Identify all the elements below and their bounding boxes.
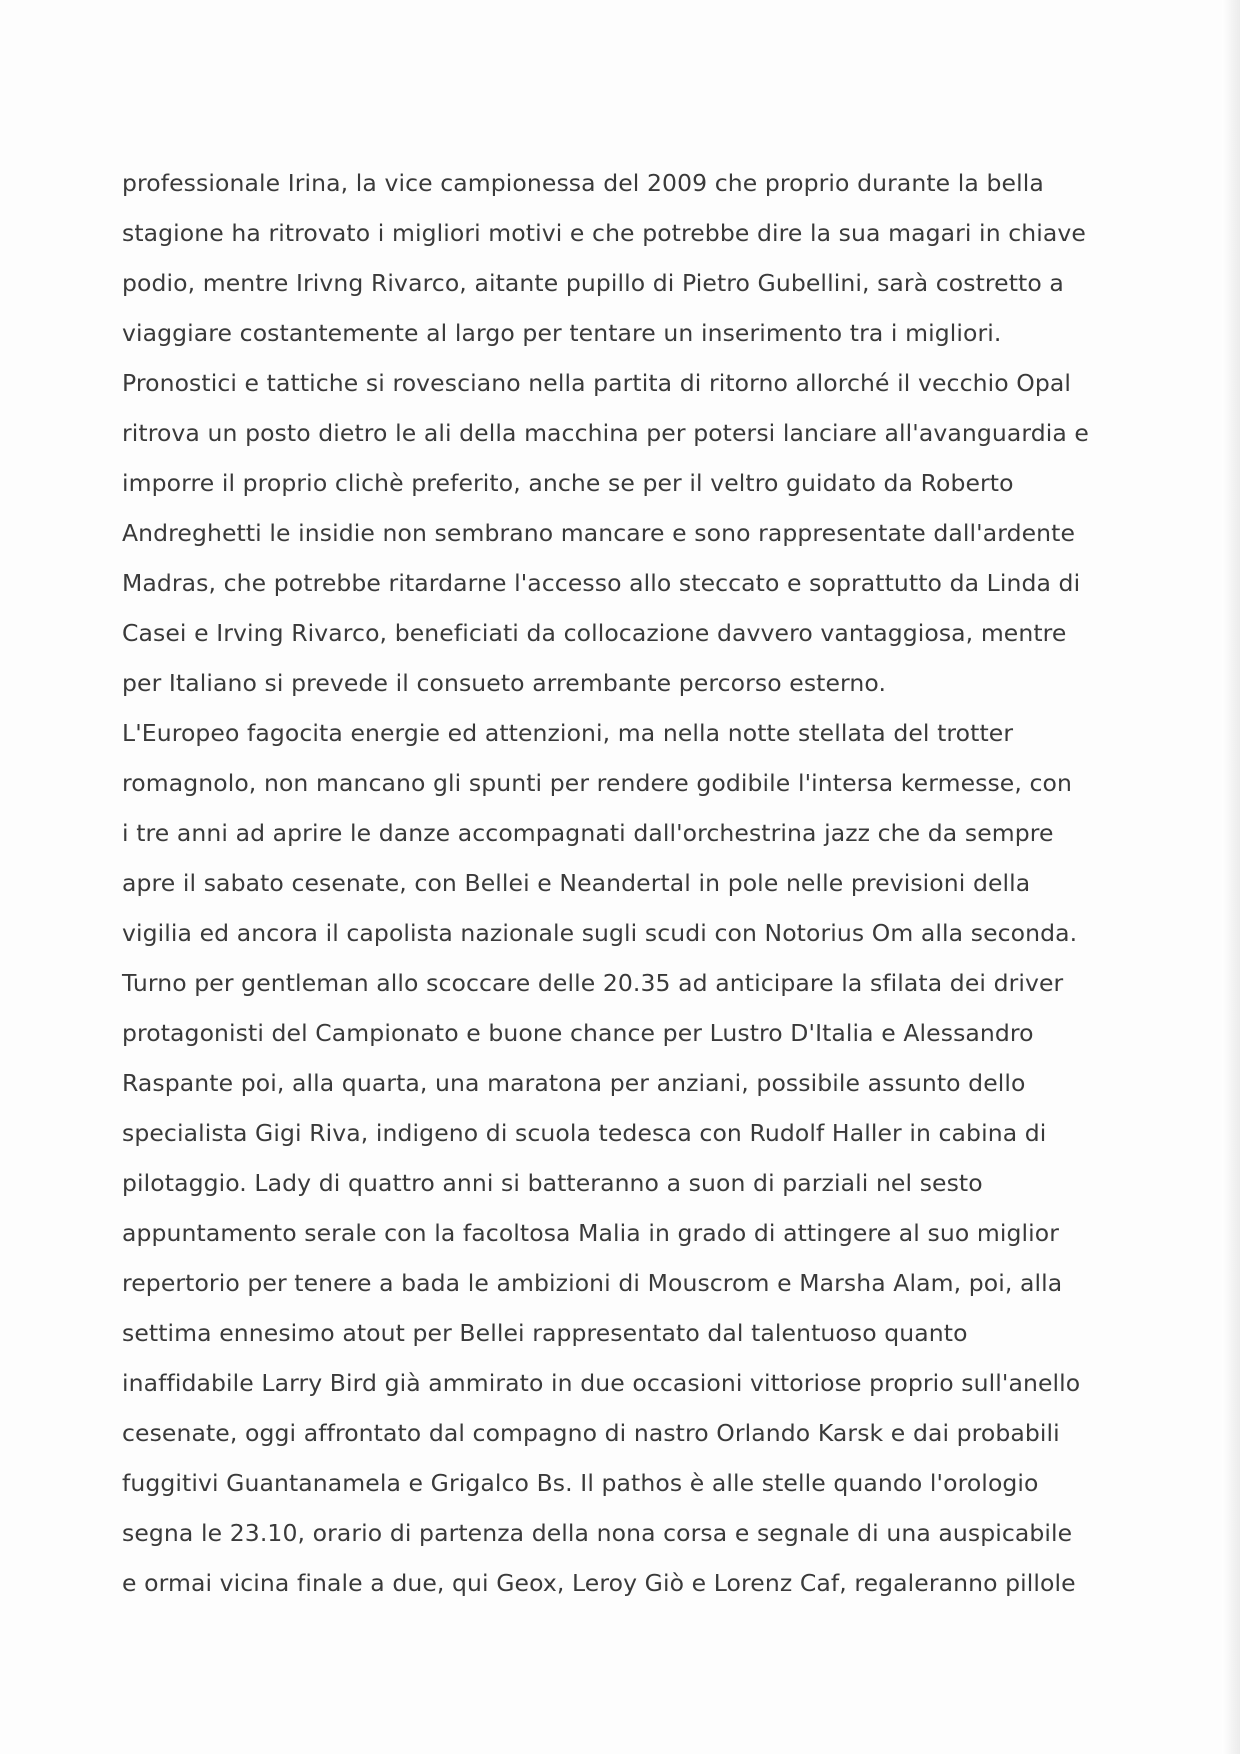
text-line: appuntamento serale con la facoltosa Malia in grado di attingere al suo miglior (122, 1219, 1060, 1247)
text-line: pilotaggio. Lady di quattro anni si batteranno a suon di parziali nel sesto (122, 1169, 983, 1197)
text-line: vigilia ed ancora il capolista nazionale sugli scudi con Notorius Om alla seconda. (122, 919, 1078, 947)
text-line: specialista Gigi Riva, indigeno di scuola tedesca con Rudolf Haller in cabina di (122, 1119, 1047, 1147)
text-line: stagione ha ritrovato i migliori motivi e che potrebbe dire la sua magari in chiave (122, 219, 1086, 247)
text-line: romagnolo, non mancano gli spunti per rendere godibile l'intersa kermesse, con (122, 769, 1073, 797)
text-line: Raspante poi, alla quarta, una maratona per anziani, possibile assunto dello (122, 1069, 1026, 1097)
text-line: segna le 23.10, orario di partenza della nona corsa e segnale di una auspicabile (122, 1519, 1073, 1547)
text-line: professionale Irina, la vice campionessa del 2009 che proprio durante la bella (122, 169, 1044, 197)
scan-edge-shadow (1222, 0, 1240, 1754)
text-line: Madras, che potrebbe ritardarne l'accesso allo steccato e soprattutto da Linda di (122, 569, 1081, 597)
text-line: cesenate, oggi affrontato dal compagno di nastro Orlando Karsk e dai probabili (122, 1419, 1060, 1447)
text-line: i tre anni ad aprire le danze accompagnati dall'orchestrina jazz che da sempre (122, 819, 1054, 847)
text-line: Turno per gentleman allo scoccare delle 20.35 ad anticipare la sfilata dei driver (122, 969, 1064, 997)
text-line: Pronostici e tattiche si rovesciano nella partita di ritorno allorché il vecchio Opal (122, 369, 1072, 397)
text-line: viaggiare costantemente al largo per tentare un inserimento tra i migliori. (122, 319, 1002, 347)
text-line: Casei e Irving Rivarco, beneficiati da collocazione davvero vantaggiosa, mentre (122, 619, 1067, 647)
text-line: e ormai vicina finale a due, qui Geox, Leroy Giò e Lorenz Caf, regaleranno pillole (122, 1569, 1076, 1597)
body-text (122, 158, 1122, 1608)
text-line: L'Europeo fagocita energie ed attenzioni, ma nella notte stellata del trotter (122, 719, 1014, 747)
text-line: settima ennesimo atout per Bellei rappresentato dal talentuoso quanto (122, 1319, 968, 1347)
text-line: fuggitivi Guantanamela e Grigalco Bs. Il pathos è alle stelle quando l'orologio (122, 1469, 1039, 1497)
text-line: per Italiano si prevede il consueto arrembante percorso esterno. (122, 669, 887, 697)
text-line: imporre il proprio clichè preferito, anche se per il veltro guidato da Roberto (122, 469, 1014, 497)
text-line: apre il sabato cesenate, con Bellei e Neandertal in pole nelle previsioni della (122, 869, 1031, 897)
text-line: protagonisti del Campionato e buone chance per Lustro D'Italia e Alessandro (122, 1019, 1034, 1047)
text-line: repertorio per tenere a bada le ambizioni di Mouscrom e Marsha Alam, poi, alla (122, 1269, 1063, 1297)
text-line: ritrova un posto dietro le ali della macchina per potersi lanciare all'avanguardia e (122, 419, 1089, 447)
text-line: podio, mentre Irivng Rivarco, aitante pupillo di Pietro Gubellini, sarà costretto a (122, 269, 1064, 297)
text-line: inaffidabile Larry Bird già ammirato in due occasioni vittoriose proprio sull'anello (122, 1369, 1081, 1397)
text-line: Andreghetti le insidie non sembrano mancare e sono rappresentate dall'ardente (122, 519, 1076, 547)
